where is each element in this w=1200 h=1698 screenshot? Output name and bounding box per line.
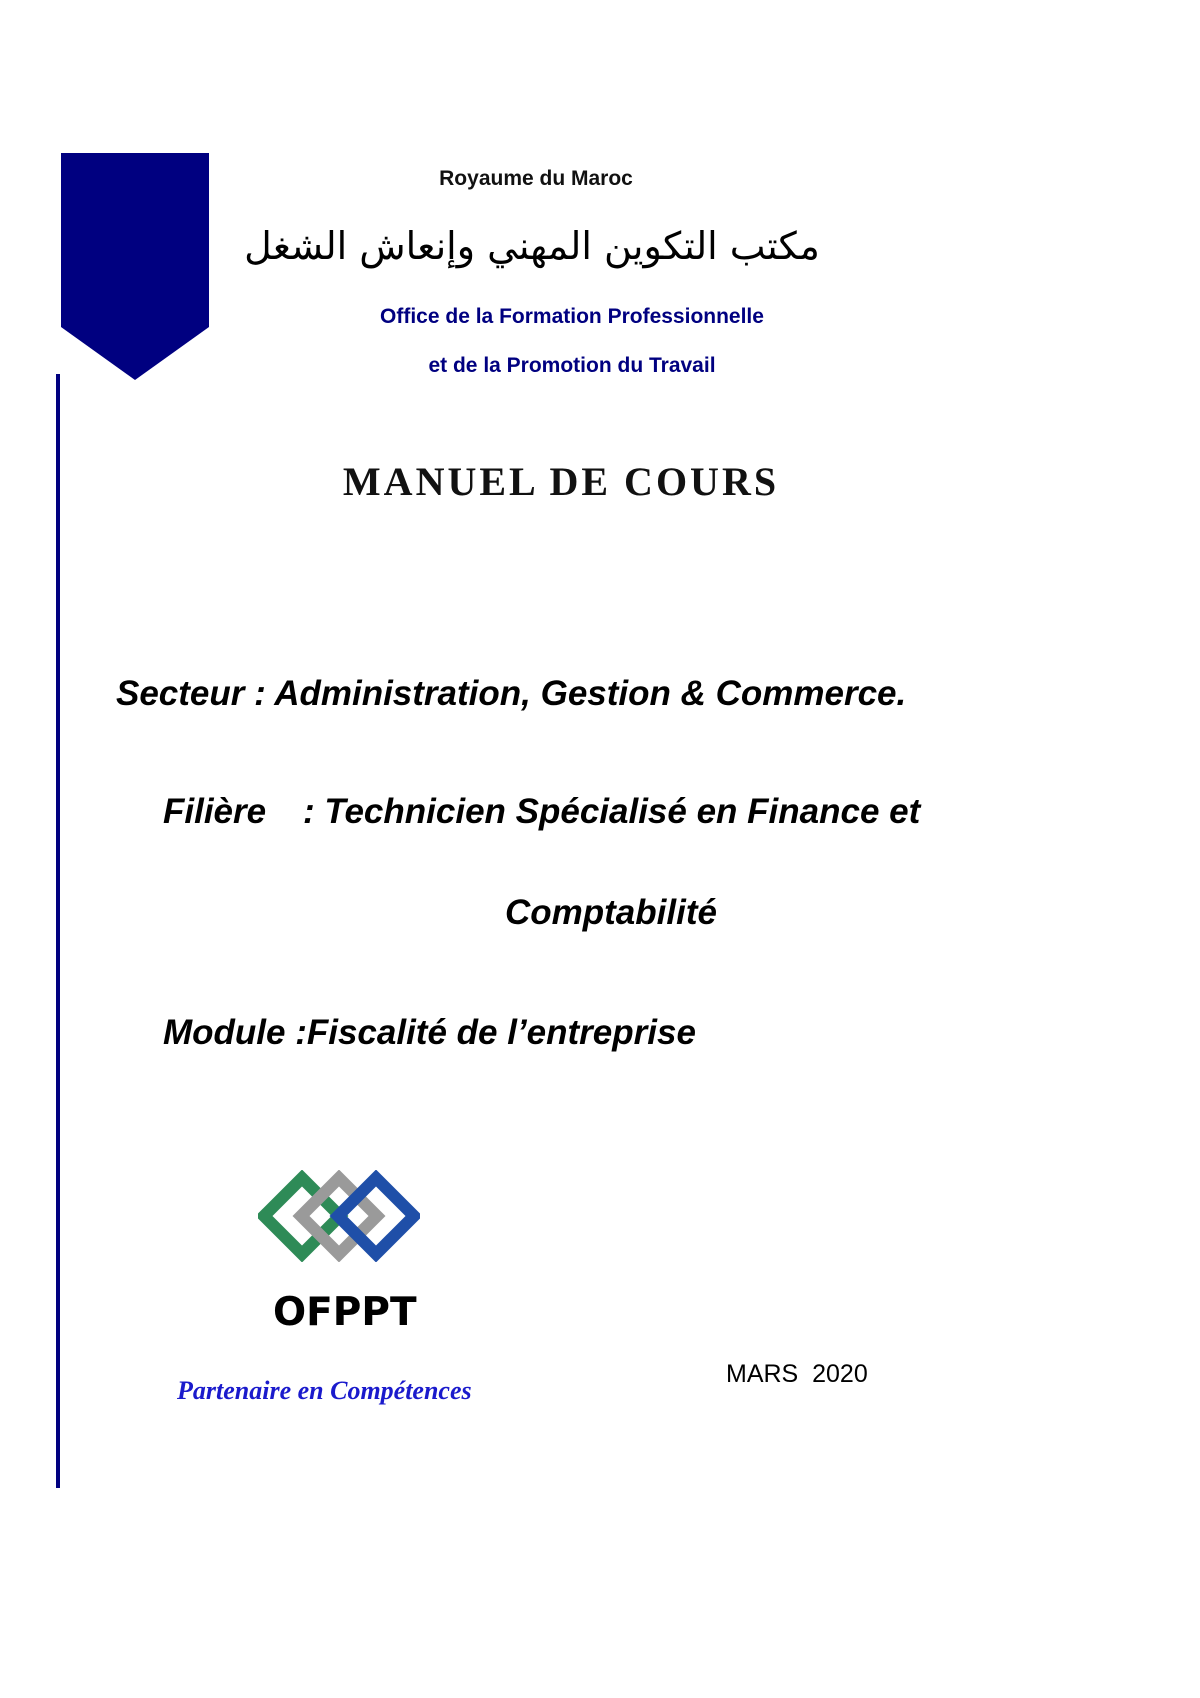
filiere-continuation: Comptabilité (505, 893, 717, 932)
slogan: Partenaire en Compétences (177, 1376, 472, 1405)
left-margin-line (56, 374, 60, 1488)
kingdom-name: Royaume du Maroc (439, 167, 633, 190)
filiere-value: : Technicien Spécialisé en Finance et (303, 792, 921, 831)
secteur-line: Secteur : Administration, Gestion & Commerce. (116, 674, 907, 713)
logo-text: OFPPT (273, 1290, 417, 1335)
ofppt-logo-icon (258, 1170, 420, 1262)
arabic-office-name: مكتب التكوين المهني وإنعاش الشغل (244, 224, 820, 268)
module-line: Module :Fiscalité de l’entreprise (163, 1013, 696, 1052)
filiere-label: Filière (163, 792, 267, 831)
document-title: MANUEL DE COURS (342, 459, 780, 504)
publication-date: MARS 2020 (726, 1360, 868, 1388)
office-name-line1: Office de la Formation Professionnelle (380, 305, 764, 328)
office-name-line2: et de la Promotion du Travail (428, 354, 716, 377)
